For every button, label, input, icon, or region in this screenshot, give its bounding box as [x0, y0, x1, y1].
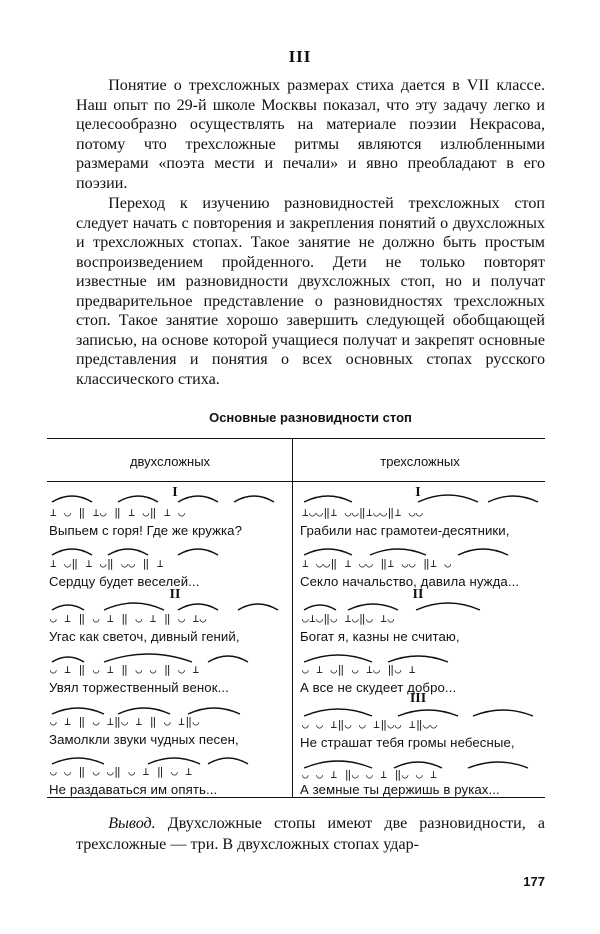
meter-scheme: ◡⊥◡‖◡ ⊥◡‖◡ ⊥◡: [302, 612, 395, 625]
table-bottom-rule: [47, 797, 545, 798]
stress-arcs: [298, 598, 548, 612]
stress-arcs: [48, 490, 288, 504]
stress-arcs: [48, 543, 288, 557]
verse-line: А все не скудеет добро...: [300, 680, 457, 695]
conclusion-text: Двухсложные стопы имеют две разновидности, а трехсложные — три. В двухсложных стопах удар-: [76, 815, 545, 853]
verse-line: Выпьем с горя! Где же кружка?: [49, 523, 243, 538]
stress-arcs: [298, 543, 548, 557]
paragraph-1: Понятие о трехсложных размерах стиха дается в VII классе. Наш опыт по 29-й школе Москвы показал, что эту задачу легко и целесообразно осуществлять на материале поэзии Некрасова, потому что трехсложные ритмы являются излюбленными размерами «поэта мести и печали» и явно преобладают в его поэзии.: [76, 77, 545, 192]
right-group-3-label: III: [409, 691, 427, 706]
left-group-2-label: II: [169, 587, 181, 602]
stress-arcs: [48, 650, 288, 664]
verse-line: Сердцу будет веселей...: [49, 574, 200, 589]
stress-arcs: [48, 598, 288, 612]
verse-line: Богат я, казны не считаю,: [300, 629, 460, 644]
right-group-1-label: I: [415, 485, 421, 500]
stress-arcs: [48, 702, 288, 716]
meter-scheme: ◡ ◡ ⊥ ‖◡ ◡ ⊥ ‖◡ ◡ ⊥: [302, 768, 438, 781]
section-heading: III: [288, 47, 312, 66]
verse-line: Не страшат тебя громы небесные,: [300, 735, 515, 750]
meter-scheme: ⊥ ◡◡‖ ⊥ ◡◡ ‖⊥ ◡◡ ‖⊥ ◡: [302, 557, 452, 570]
verse-line: А земные ты держишь в руках...: [300, 782, 500, 797]
page-number: 177: [523, 874, 545, 889]
verse-line: Угас как светоч, дивный гений,: [49, 629, 240, 644]
verse-line: Увял торжественный венок...: [49, 680, 229, 695]
stress-arcs: [298, 490, 548, 504]
meter-scheme: ◡ ◡ ‖ ◡ ◡‖ ◡ ⊥ ‖ ◡ ⊥: [50, 765, 193, 778]
meter-scheme: ◡ ⊥ ‖ ◡ ⊥ ‖ ◡ ⊥ ‖ ◡ ⊥◡: [50, 612, 207, 625]
conclusion-paragraph: [76, 813, 545, 855]
meter-scheme: ◡ ⊥ ◡‖ ◡ ⊥◡ ‖◡ ⊥: [302, 663, 416, 676]
verse-line: Секло начальство, давила нужда...: [300, 574, 520, 589]
table-header-rule: [47, 481, 545, 482]
conclusion-lead: Вывод.: [108, 815, 156, 832]
right-column-header: трехсложных: [380, 454, 460, 469]
meter-scheme: ◡ ◡ ⊥‖◡ ◡ ⊥‖◡◡ ⊥‖◡◡: [302, 718, 438, 731]
right-group-2-label: II: [412, 587, 424, 602]
left-column-header: двухсложных: [129, 454, 211, 469]
verse-line: Замолкли звуки чудных песен,: [49, 732, 239, 747]
meter-scheme: ◡ ⊥ ‖ ◡ ⊥‖◡ ⊥ ‖ ◡ ⊥‖◡: [50, 715, 200, 728]
verse-line: Не раздаваться им опять...: [49, 782, 218, 797]
stress-arcs: [298, 650, 548, 664]
table-column-divider: [292, 438, 293, 798]
meter-scheme: ◡ ⊥ ‖ ◡ ⊥ ‖ ◡ ◡ ‖ ◡ ⊥: [50, 663, 200, 676]
table-top-rule: [47, 438, 545, 439]
stress-arcs: [48, 752, 288, 766]
left-group-1-label: I: [172, 485, 178, 500]
meter-scheme: ⊥ ◡‖ ⊥ ◡‖ ◡◡ ‖ ⊥: [50, 557, 164, 570]
verse-line: Грабили нас грамотеи-десятники,: [300, 523, 510, 538]
stress-arcs: [298, 704, 548, 718]
meter-scheme: ⊥◡◡‖⊥ ◡◡‖⊥◡◡‖⊥ ◡◡: [302, 506, 424, 519]
paragraph-2: Переход к изучению разновидностей трехсложных стоп следует начать с повторения и закрепления понятий о двухсложных и трехсложных стопах. Такое занятие не должно быть простым воспроизведением пройденного. Дети не только повторят известные им разновидности двухсложных стоп, но и получат предварительное представление о разновидностях трехсложных стоп. Такое занятие хорошо завершить следующей обобщающей записью, на основе которой учащиеся получат и закрепят основные представления и понятия о всех основных стопах русского классического стиха.: [76, 195, 545, 388]
meter-scheme: ⊥ ◡ ‖ ⊥◡ ‖ ⊥ ◡‖ ⊥ ◡: [50, 506, 186, 519]
table-title: Основные разновидности стоп: [209, 410, 412, 425]
